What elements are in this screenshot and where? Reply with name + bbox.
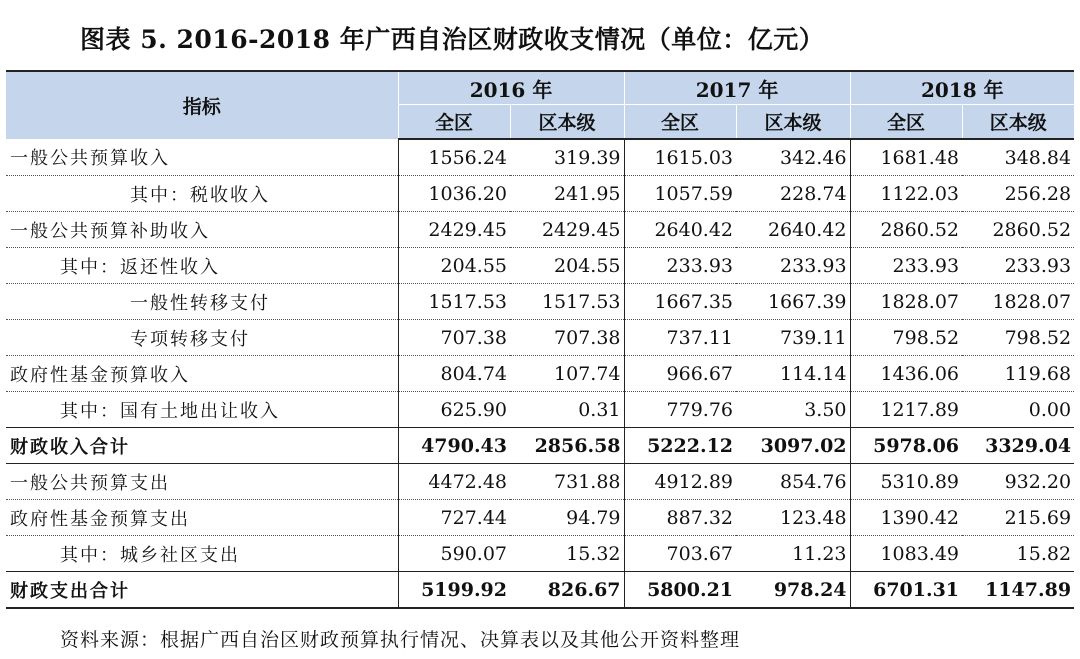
value-cell: 241.95 bbox=[510, 176, 624, 212]
sub-header: 全区 bbox=[624, 105, 736, 140]
value-cell: 739.11 bbox=[736, 320, 850, 356]
value-cell: 15.82 bbox=[962, 536, 1074, 572]
value-cell: 123.48 bbox=[736, 500, 850, 536]
value-cell: 4790.43 bbox=[398, 428, 510, 464]
sub-header: 全区 bbox=[398, 105, 510, 140]
value-cell: 5800.21 bbox=[624, 572, 736, 609]
sub-header: 区本级 bbox=[736, 105, 850, 140]
value-cell: 1517.53 bbox=[398, 284, 510, 320]
value-cell: 215.69 bbox=[962, 500, 1074, 536]
value-cell: 319.39 bbox=[510, 139, 624, 176]
row-label: 一般公共预算收入 bbox=[6, 139, 398, 176]
value-cell: 233.93 bbox=[736, 248, 850, 284]
value-cell: 3329.04 bbox=[962, 428, 1074, 464]
value-cell: 2860.52 bbox=[850, 212, 962, 248]
value-cell: 233.93 bbox=[962, 248, 1074, 284]
table-row bbox=[6, 356, 1074, 392]
value-cell: 798.52 bbox=[850, 320, 962, 356]
row-label: 其中：税收收入 bbox=[6, 176, 398, 212]
value-cell: 94.79 bbox=[510, 500, 624, 536]
value-cell: 966.67 bbox=[624, 356, 736, 392]
value-cell: 703.67 bbox=[624, 536, 736, 572]
row-label: 其中：城乡社区支出 bbox=[6, 536, 398, 572]
year-header-2016: 2016 年 bbox=[398, 71, 624, 105]
value-cell: 0.31 bbox=[510, 392, 624, 428]
table-row bbox=[6, 139, 1074, 176]
value-cell: 5199.92 bbox=[398, 572, 510, 609]
row-label: 专项转移支付 bbox=[6, 320, 398, 356]
value-cell: 1057.59 bbox=[624, 176, 736, 212]
table-row bbox=[6, 392, 1074, 428]
row-label: 其中：国有土地出让收入 bbox=[6, 392, 398, 428]
fiscal-table bbox=[6, 70, 1074, 609]
value-cell: 779.76 bbox=[624, 392, 736, 428]
sub-header: 区本级 bbox=[510, 105, 624, 140]
year-header-2017: 2017 年 bbox=[624, 71, 850, 105]
value-cell: 1036.20 bbox=[398, 176, 510, 212]
value-cell: 5222.12 bbox=[624, 428, 736, 464]
row-label: 一般性转移支付 bbox=[6, 284, 398, 320]
value-cell: 804.74 bbox=[398, 356, 510, 392]
row-label: 一般公共预算支出 bbox=[6, 464, 398, 500]
value-cell: 1828.07 bbox=[962, 284, 1074, 320]
sub-header: 区本级 bbox=[962, 105, 1074, 140]
value-cell: 1083.49 bbox=[850, 536, 962, 572]
value-cell: 737.11 bbox=[624, 320, 736, 356]
value-cell: 5978.06 bbox=[850, 428, 962, 464]
table-row bbox=[6, 320, 1074, 356]
value-cell: 0.00 bbox=[962, 392, 1074, 428]
value-cell: 3.50 bbox=[736, 392, 850, 428]
value-cell: 119.68 bbox=[962, 356, 1074, 392]
table-body bbox=[6, 139, 1074, 608]
value-cell: 2640.42 bbox=[736, 212, 850, 248]
value-cell: 1556.24 bbox=[398, 139, 510, 176]
value-cell: 1122.03 bbox=[850, 176, 962, 212]
value-cell: 727.44 bbox=[398, 500, 510, 536]
table-row bbox=[6, 536, 1074, 572]
value-cell: 978.24 bbox=[736, 572, 850, 609]
row-label: 政府性基金预算收入 bbox=[6, 356, 398, 392]
value-cell: 707.38 bbox=[398, 320, 510, 356]
value-cell: 1147.89 bbox=[962, 572, 1074, 609]
table-row bbox=[6, 284, 1074, 320]
table-title: 图表 5. 2016-2018 年广西自治区财政收支情况（单位：亿元） bbox=[80, 25, 825, 54]
value-cell: 2860.52 bbox=[962, 212, 1074, 248]
value-cell: 854.76 bbox=[736, 464, 850, 500]
value-cell: 590.07 bbox=[398, 536, 510, 572]
row-label: 一般公共预算补助收入 bbox=[6, 212, 398, 248]
value-cell: 11.23 bbox=[736, 536, 850, 572]
value-cell: 1517.53 bbox=[510, 284, 624, 320]
row-label: 其中：返还性收入 bbox=[6, 248, 398, 284]
value-cell: 1390.42 bbox=[850, 500, 962, 536]
table-row bbox=[6, 428, 1074, 464]
value-cell: 1217.89 bbox=[850, 392, 962, 428]
source-note: 资料来源：根据广西自治区财政预算执行情况、决算表以及其他公开资料整理 bbox=[60, 629, 741, 651]
value-cell: 2429.45 bbox=[398, 212, 510, 248]
value-cell: 5310.89 bbox=[850, 464, 962, 500]
value-cell: 625.90 bbox=[398, 392, 510, 428]
row-label: 政府性基金预算支出 bbox=[6, 500, 398, 536]
value-cell: 887.32 bbox=[624, 500, 736, 536]
value-cell: 932.20 bbox=[962, 464, 1074, 500]
value-cell: 2429.45 bbox=[510, 212, 624, 248]
table-row bbox=[6, 176, 1074, 212]
value-cell: 4912.89 bbox=[624, 464, 736, 500]
value-cell: 204.55 bbox=[398, 248, 510, 284]
year-header-2018: 2018 年 bbox=[850, 71, 1074, 105]
value-cell: 4472.48 bbox=[398, 464, 510, 500]
value-cell: 348.84 bbox=[962, 139, 1074, 176]
value-cell: 233.93 bbox=[624, 248, 736, 284]
value-cell: 1667.39 bbox=[736, 284, 850, 320]
value-cell: 342.46 bbox=[736, 139, 850, 176]
value-cell: 2856.58 bbox=[510, 428, 624, 464]
value-cell: 228.74 bbox=[736, 176, 850, 212]
value-cell: 204.55 bbox=[510, 248, 624, 284]
value-cell: 1828.07 bbox=[850, 284, 962, 320]
table-row bbox=[6, 464, 1074, 500]
value-cell: 798.52 bbox=[962, 320, 1074, 356]
value-cell: 826.67 bbox=[510, 572, 624, 609]
value-cell: 1667.35 bbox=[624, 284, 736, 320]
indicator-header: 指标 bbox=[6, 71, 398, 139]
table-row bbox=[6, 572, 1074, 609]
value-cell: 3097.02 bbox=[736, 428, 850, 464]
value-cell: 107.74 bbox=[510, 356, 624, 392]
row-label: 财政收入合计 bbox=[6, 428, 398, 464]
value-cell: 256.28 bbox=[962, 176, 1074, 212]
value-cell: 1615.03 bbox=[624, 139, 736, 176]
value-cell: 1436.06 bbox=[850, 356, 962, 392]
table-row bbox=[6, 248, 1074, 284]
value-cell: 1681.48 bbox=[850, 139, 962, 176]
value-cell: 15.32 bbox=[510, 536, 624, 572]
row-label: 财政支出合计 bbox=[6, 572, 398, 609]
value-cell: 114.14 bbox=[736, 356, 850, 392]
sub-header: 全区 bbox=[850, 105, 962, 140]
value-cell: 707.38 bbox=[510, 320, 624, 356]
value-cell: 6701.31 bbox=[850, 572, 962, 609]
table-row bbox=[6, 500, 1074, 536]
value-cell: 233.93 bbox=[850, 248, 962, 284]
value-cell: 2640.42 bbox=[624, 212, 736, 248]
value-cell: 731.88 bbox=[510, 464, 624, 500]
table-row bbox=[6, 212, 1074, 248]
